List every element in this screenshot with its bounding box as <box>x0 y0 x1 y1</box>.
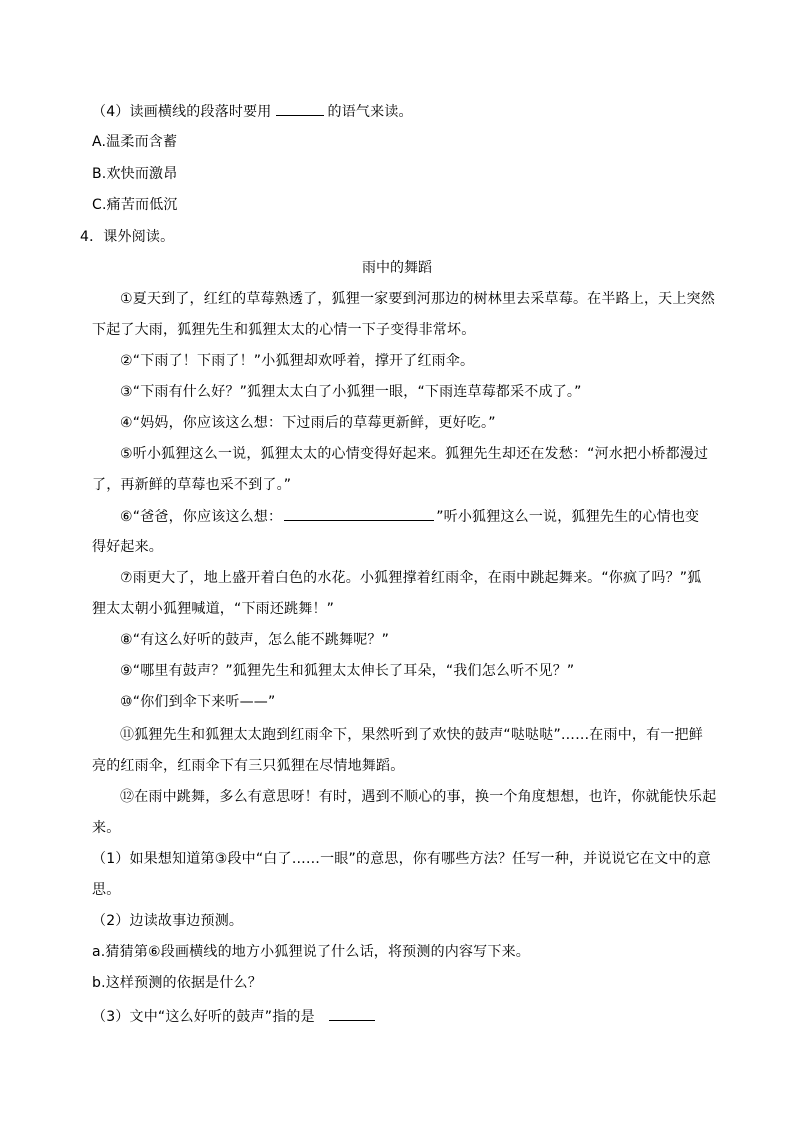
paragraph-12-line-2: 来。 <box>92 820 121 836</box>
paragraph-11-line-2: 亮的红雨伞，红雨伞下有三只狐狸在尽情地舞蹈。 <box>92 758 405 774</box>
prev-question-stem <box>92 101 413 122</box>
paragraph-10: ⑩“你们到伞下来听——” <box>120 694 276 710</box>
passage-title: 雨中的舞蹈 <box>362 260 432 276</box>
paragraph-8: ⑧“有这么好听的鼓声，怎么能不跳舞呢？” <box>120 632 390 648</box>
option-c: C.痛苦而低沉 <box>92 197 178 213</box>
option-a: A.温柔而含蓄 <box>92 134 178 150</box>
question-header: 4．课外阅读。 <box>80 229 175 245</box>
paragraph-3: ③“下雨有什么好？”狐狸太太白了小狐狸一眼，“下雨连草莓都采不成了。” <box>120 384 582 400</box>
paragraph-7-line-2: 狸太太朝小狐狸喊道，“下雨还跳舞！” <box>92 601 335 617</box>
paragraph-6-prefix: ⑥“爸爸，你应该这么想： <box>120 509 283 525</box>
paragraph-5-line-2: 了，再新鲜的草莓也采不到了。” <box>92 477 292 493</box>
paragraph-7-line-1: ⑦雨更大了，地上盛开着白色的水花。小狐狸撑着红雨伞，在雨中跳起舞来。“你疯了吗？”狐 <box>120 570 702 586</box>
sub-question-2a: a.猜猜第⑥段画横线的地方小狐狸说了什么话，将预测的内容写下来。 <box>92 944 530 960</box>
sub-question-3 <box>92 1006 379 1027</box>
sub-question-1-line-2: 思。 <box>92 882 121 898</box>
paragraph-4: ④“妈妈，你应该这么想：下过雨后的草莓更新鲜，更好吃。” <box>120 415 496 431</box>
sub-question-2b: b.这样预测的依据是什么？ <box>92 975 262 991</box>
prev-question-stem-suffix: 的语气来读。 <box>327 104 413 120</box>
answer-blank-3[interactable] <box>329 1006 375 1021</box>
sub-question-1-line-1: （1）如果想知道第③段中“白了……一眼”的意思，你有哪些方法？任写一种，并说说它在文中的意 <box>92 851 711 867</box>
paragraph-12-line-1: ⑫在雨中跳舞，多么有意思呀！有时，遇到不顺心的事，换一个角度想想，也许，你就能快乐起 <box>120 789 717 805</box>
paragraph-1-line-1: ①夏天到了，红红的草莓熟透了，狐狸一家要到河那边的树林里去采草莓。在半路上，天上突然 <box>120 291 715 307</box>
sub-question-2: （2）边读故事边预测。 <box>92 913 244 929</box>
paragraph-6-line-1 <box>120 506 699 527</box>
paragraph-1-line-2: 下起了大雨，狐狸先生和狐狸太太的心情一下子变得非常坏。 <box>92 322 476 338</box>
option-b: B.欢快而激昂 <box>92 166 178 182</box>
paragraph-2: ②“下雨了！下雨了！”小狐狸却欢呼着，撑开了红雨伞。 <box>120 353 475 369</box>
prediction-blank[interactable] <box>284 506 434 521</box>
answer-blank[interactable] <box>276 101 324 116</box>
prev-question-stem-prefix: （4）读画横线的段落时要用 <box>92 104 272 120</box>
paragraph-9: ⑨“哪里有鼓声？”狐狸先生和狐狸太太伸长了耳朵，“我们怎么听不见？” <box>120 663 575 679</box>
sub-question-3-prefix: （3）文中“这么好听的鼓声”指的是 <box>92 1009 315 1025</box>
paragraph-6-line-2: 得好起来。 <box>92 539 163 555</box>
paragraph-5-line-1: ⑤听小狐狸这么一说，狐狸太太的心情变得好起来。狐狸先生却还在发愁：“河水把小桥都漫过 <box>120 446 709 462</box>
paragraph-11-line-1: ⑪狐狸先生和狐狸太太跑到红雨伞下，果然听到了欢快的鼓声“哒哒哒”……在雨中，有一把鲜 <box>120 727 703 743</box>
paragraph-6-suffix: ”听小狐狸这么一说，狐狸先生的心情也变 <box>436 509 700 525</box>
